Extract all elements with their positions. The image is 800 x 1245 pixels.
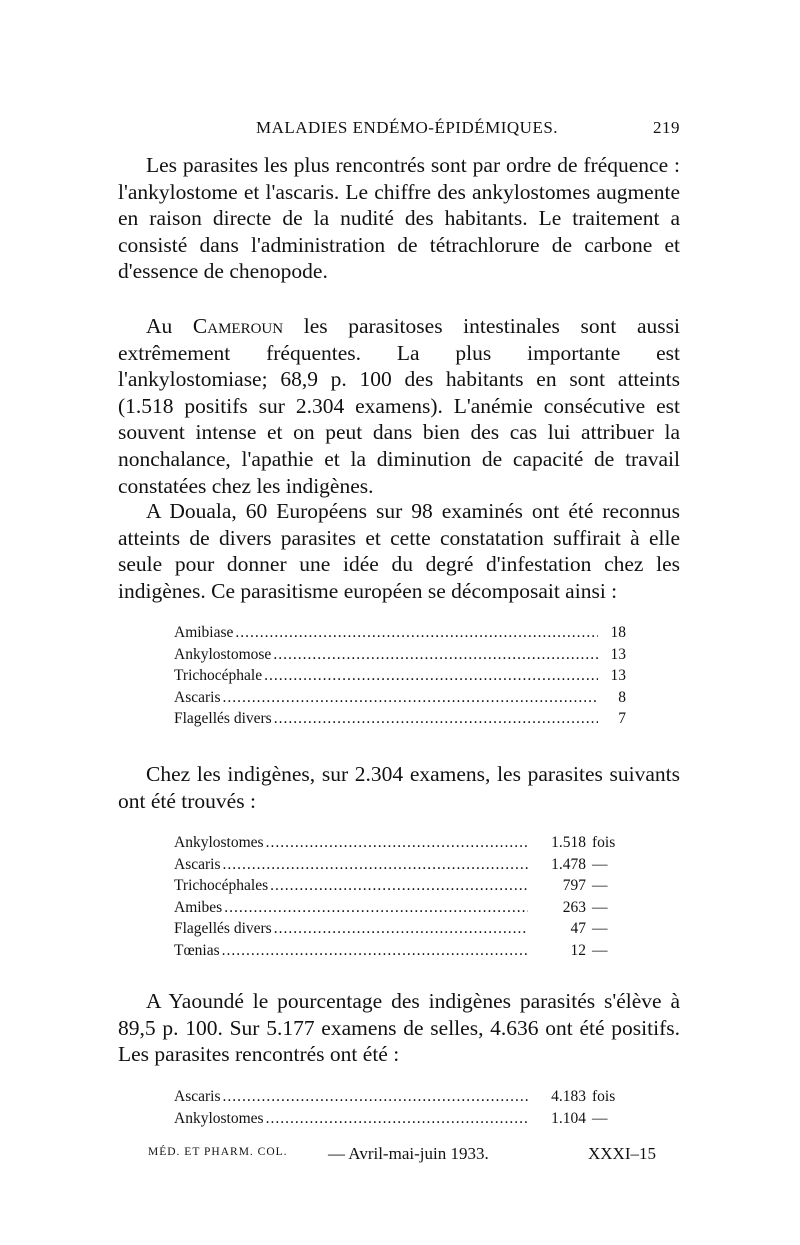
row-label: Tœnias: [174, 941, 220, 959]
row-unit: —: [592, 898, 608, 916]
issue-date: — Avril-mai-juin 1933.: [328, 1144, 489, 1163]
row-label: Ankylostomes: [174, 834, 264, 851]
row-label: Ankylostomose: [174, 645, 272, 663]
leader-dots: [223, 1086, 529, 1108]
row-label: Amibiase: [174, 624, 234, 641]
paragraph-parasites: Les parasites les plus rencontrés sont par ordre de fréquence : l'ankylostome et l'ascaris. Le chiffre des ankylostomes augmente en raison directe de la nudité des habitants. Le traitement a consisté dans l'administration de tétrachlorure de carbone et d'essence de chenopode.: [118, 153, 680, 284]
leader-dots: [274, 918, 528, 940]
row-label: Ascaris: [174, 855, 221, 873]
row-value: 13: [610, 667, 626, 684]
leader-dots: [223, 854, 529, 876]
table-row: [174, 644, 626, 666]
row-label: Trichocéphale: [174, 667, 263, 684]
row-value: 18: [610, 624, 626, 641]
table-row: [174, 875, 630, 897]
leader-dots: [222, 940, 528, 962]
leader-dots: [266, 1108, 528, 1130]
table-row: [174, 832, 630, 854]
paragraph-lead: Au: [146, 314, 173, 338]
row-value: 7: [618, 710, 626, 727]
row-value: 8: [618, 688, 626, 706]
row-unit: —: [592, 941, 608, 959]
paragraph-indigenes: Chez les indigènes, sur 2.304 examens, les parasites suivants ont été trouvés :: [118, 762, 680, 813]
row-label: Ankylostomes: [174, 1109, 264, 1127]
table-row: [174, 940, 630, 962]
running-title: MALADIES ENDÉMO-ÉPIDÉMIQUES.: [256, 118, 559, 137]
row-label: Ascaris: [174, 1088, 221, 1105]
table-row: [174, 1108, 630, 1130]
row-label: Flagellés divers: [174, 920, 272, 937]
running-head: [118, 118, 680, 142]
row-unit: —: [592, 1109, 608, 1127]
table-row: [174, 622, 626, 644]
leader-dots: [223, 687, 599, 709]
table-row: [174, 918, 630, 940]
row-label: Flagellés divers: [174, 710, 272, 727]
row-label: Trichocéphales: [174, 877, 269, 894]
row-unit: fois: [592, 834, 616, 851]
table-row: [174, 854, 630, 876]
leader-dots: [235, 622, 598, 644]
table-row: [174, 1086, 630, 1108]
paragraph-douala: A Douala, 60 Européens sur 98 examinés ont été reconnus atteints de divers parasites et cette constatation suffirait à elle seule pour donner une idée du degré d'infestation chez les indigènes. Ce parasitisme européen se décomposait ainsi :: [118, 499, 680, 603]
table-europeans: [174, 622, 626, 730]
row-unit: —: [592, 877, 608, 894]
table-yaounde: [174, 1086, 630, 1129]
paragraph-cameroun: [118, 313, 680, 499]
page-footer: [148, 1144, 656, 1166]
signature-mark: XXXI–15: [588, 1144, 656, 1163]
row-value: 13: [610, 645, 626, 663]
row-unit: —: [592, 855, 608, 873]
leader-dots: [264, 665, 598, 687]
leader-dots: [224, 897, 528, 919]
row-value: 797: [562, 877, 586, 894]
leader-dots: [273, 644, 598, 666]
row-value: 1.478: [551, 855, 586, 873]
table-row: [174, 665, 626, 687]
row-unit: —: [592, 920, 608, 937]
row-value: 1.104: [551, 1109, 586, 1127]
row-unit: fois: [592, 1088, 616, 1105]
row-value: 12: [570, 941, 586, 959]
leader-dots: [270, 875, 528, 897]
page-number: 219: [653, 118, 680, 137]
paragraph-yaounde: A Yaoundé le pourcentage des indigènes parasités s'élève à 89,5 p. 100. Sur 5.177 examens de selles, 4.636 ont été positifs. Les parasites rencontrés ont été :: [118, 989, 680, 1067]
row-value: 1.518: [551, 834, 586, 851]
row-value: 47: [570, 920, 586, 937]
table-indigenes: [174, 832, 630, 961]
row-value: 263: [562, 898, 586, 916]
paragraph-body: les parasitoses intestinales sont aussi extrêmement fréquentes. La plus importante est l'ankylostomiase; 68,9 p. 100 des habitants en sont atteints (1.518 positifs sur 2.304 examens). L'anémie consécutive est souvent intense et on peut dans bien des cas lui attribuer la nonchalance, l'apathie et la diminution de capacité de travail constatées chez les indigènes.: [118, 314, 680, 498]
row-label: Ascaris: [174, 688, 221, 706]
row-value: 4.183: [551, 1088, 586, 1105]
table-row: [174, 687, 626, 709]
row-label: Amibes: [174, 898, 223, 916]
table-row: [174, 897, 630, 919]
journal-abbrev: MÉD. ET PHARM. COL.: [148, 1146, 288, 1158]
leader-dots: [274, 708, 598, 730]
leader-dots: [266, 832, 528, 854]
table-row: [174, 708, 626, 730]
place-name-cameroun: Cameroun: [192, 314, 284, 338]
